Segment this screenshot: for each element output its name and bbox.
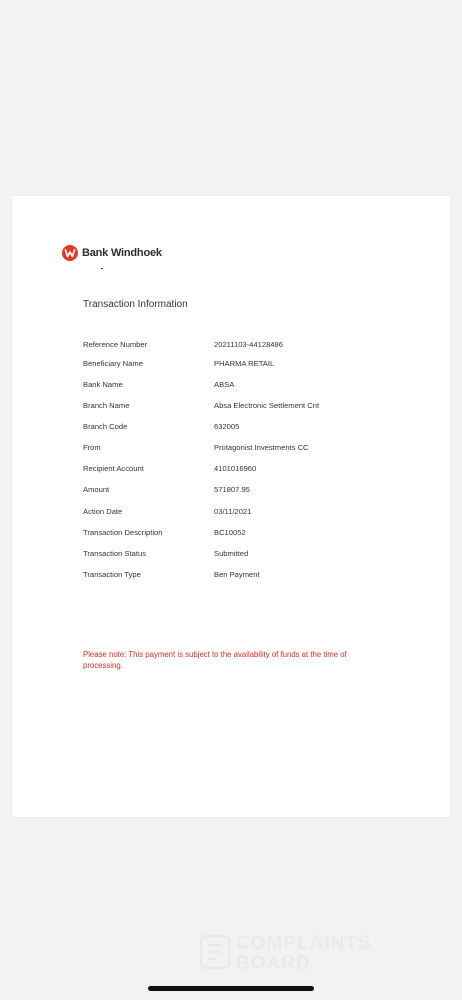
field-label: Branch Code xyxy=(83,422,128,431)
field-value: Protagonist Investments CC xyxy=(214,443,309,452)
field-row-action-date xyxy=(83,507,423,519)
field-label: Beneficiary Name xyxy=(83,359,143,368)
field-label: Transaction Description xyxy=(83,528,163,537)
bank-windhoek-logo-icon xyxy=(62,245,78,261)
bank-name: Bank Windhoek xyxy=(82,247,162,259)
field-label: Transaction Type xyxy=(83,570,141,579)
payment-note: Please note: This payment is subject to the availability of funds at the time of processing. xyxy=(83,650,347,670)
field-label: Amount xyxy=(83,485,110,494)
bank-logo xyxy=(62,245,162,261)
field-value: Ben Payment xyxy=(214,570,260,579)
field-row-transaction-status xyxy=(83,549,423,561)
field-label: Transaction Status xyxy=(83,549,147,558)
field-value: BC10052 xyxy=(214,528,246,537)
field-label: Bank Name xyxy=(83,380,123,389)
field-row-recipient-account xyxy=(83,464,423,476)
field-value: 03/11/2021 xyxy=(214,507,252,516)
field-label: Reference Number xyxy=(83,340,148,349)
field-value: ABSA xyxy=(214,380,235,389)
field-label: Action Date xyxy=(83,507,123,516)
complaints-board-logo-icon xyxy=(200,935,230,974)
field-value: Absa Electronic Settlement Cnt xyxy=(214,401,320,410)
field-value: Submitted xyxy=(214,549,249,558)
home-indicator[interactable] xyxy=(148,986,314,991)
field-row-bank-name xyxy=(83,380,423,392)
watermark-line1: COMPLAINTS xyxy=(236,933,372,954)
transaction-document xyxy=(12,196,450,817)
field-row-beneficiary-name xyxy=(83,359,423,371)
field-value: 20211103-44128486 xyxy=(214,340,283,349)
field-value: PHARMA RETAIL xyxy=(214,359,275,368)
field-value: 571807.95 xyxy=(214,485,250,494)
field-value: 4101016960 xyxy=(214,464,257,473)
watermark-text xyxy=(236,934,372,974)
field-row-amount xyxy=(83,485,423,497)
field-value: 632005 xyxy=(214,422,240,431)
field-row-from xyxy=(83,443,423,455)
decorative-dot xyxy=(101,268,103,269)
field-row-reference-number xyxy=(83,340,423,352)
field-label: Recipient Account xyxy=(83,464,144,473)
field-row-transaction-description xyxy=(83,528,423,540)
watermark-line2: BOARD xyxy=(236,953,311,974)
field-row-transaction-type xyxy=(83,570,423,582)
section-title: Transaction Information xyxy=(83,299,188,310)
field-label: Branch Name xyxy=(83,401,130,410)
field-row-branch-name xyxy=(83,401,423,413)
watermark xyxy=(200,934,372,974)
field-row-branch-code xyxy=(83,422,423,434)
field-label: From xyxy=(83,443,101,452)
